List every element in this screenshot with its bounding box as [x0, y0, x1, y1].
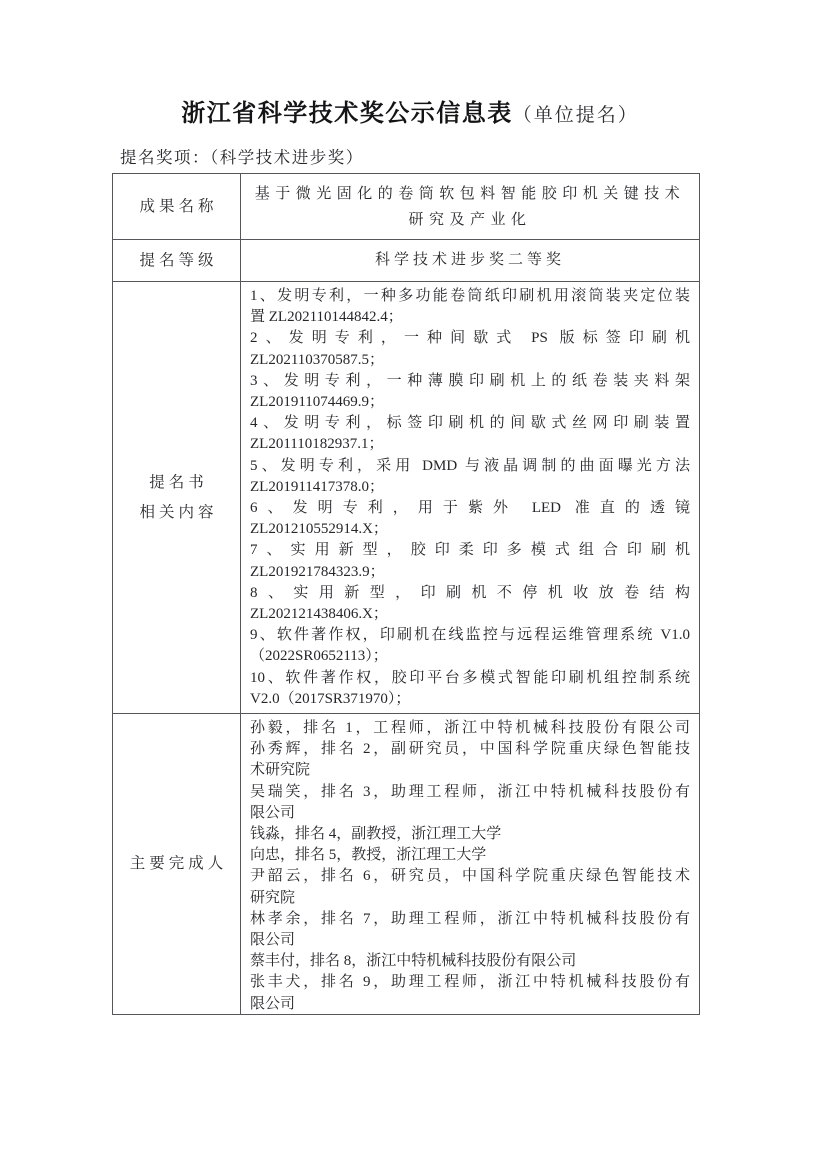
completer-line: 林孝余，排名 7，助理工程师，浙江中特机械科技股份有: [250, 910, 690, 927]
award-grade-label: 提名等级: [139, 251, 218, 269]
nomination-label-cell: [113, 282, 241, 713]
nomination-content-line: 4、发明专利，标签印刷机的间歇式丝网印刷装置: [250, 415, 690, 432]
result-name-line: 研究及产业化: [408, 211, 532, 228]
award-grade-label-cell: [113, 240, 241, 281]
completer-line: 尹韶云，排名 6，研究员，中国科学院重庆绿色智能技术: [250, 868, 690, 885]
completer-line: 研究院: [250, 889, 296, 906]
completer-line: 钱淼，排名 4，副教授，浙江理工大学: [250, 826, 502, 843]
completer-line: 蔡丰付，排名 8，浙江中特机械科技股份有限公司: [250, 953, 577, 970]
completer-line: 限公司: [250, 995, 296, 1012]
nomination-content-line: ZL201110182937.1；: [250, 436, 384, 453]
nomination-content-line: ZL201911417378.0；: [250, 478, 385, 495]
completer-line: 孙毅，排名 1，工程师，浙江中特机械科技股份有限公司: [250, 720, 690, 736]
result-name-value-cell: [241, 174, 699, 239]
nomination-content-line: ZL201911074469.9；: [250, 394, 385, 411]
nomination-content-line: 2、发明专利，一种间歇式 PS 版标签印刷机: [250, 330, 690, 347]
document-title-qualifier: （单位提名）: [512, 105, 639, 126]
award-category-line: 提名奖项：（科学技术进步奖）: [120, 148, 364, 167]
completer-line: 张丰犬，排名 9，助理工程师，浙江中特机械科技股份有: [250, 974, 690, 991]
nomination-content-line: 3、发明专利，一种薄膜印刷机上的纸卷装夹料架: [250, 372, 690, 389]
completer-line: 限公司: [250, 804, 296, 821]
nomination-content-line: 8、实用新型，印刷机不停机收放卷结构: [250, 584, 690, 601]
nomination-content-line: 1、发明专利，一种多功能卷筒纸印刷机用滚筒装夹定位装: [250, 288, 690, 304]
page-title: [0, 93, 820, 128]
award-grade-value: 科学技术进步奖二等奖: [374, 251, 565, 268]
award-info-table: [112, 173, 700, 1015]
result-name-line: 基于微光固化的卷筒软包料智能胶印机关键技术: [254, 185, 686, 202]
nomination-content-line: （2022SR0652113）；: [250, 648, 388, 665]
nomination-label-line2: 相关内容: [139, 503, 218, 521]
completer-line: 限公司: [250, 932, 296, 949]
nomination-content-line: ZL201210552914.X；: [250, 521, 388, 538]
table-row-result-name: [113, 174, 699, 239]
nomination-content-line: 9、软件著作权，印刷机在线监控与远程运维管理系统 V1.0: [250, 627, 690, 644]
nomination-content-line: 5、发明专利，采用 DMD 与液晶调制的曲面曝光方法: [250, 457, 690, 474]
document-title: 浙江省科学技术奖公示信息表: [181, 100, 513, 127]
completer-line: 术研究院: [250, 762, 311, 779]
table-row-nomination-content: [113, 281, 699, 713]
nomination-content-line: ZL202121438406.X；: [250, 606, 388, 623]
result-name-label-cell: [113, 174, 241, 239]
nomination-content-line: 10、软件著作权，胶印平台多模式智能印刷机组控制系统: [250, 669, 690, 686]
completer-line: 孙秀辉，排名 2，副研究员，中国科学院重庆绿色智能技: [250, 741, 690, 758]
nomination-content-line: 6、发明专利，用于紫外 LED 准直的透镜: [250, 500, 690, 517]
completer-line: 向忠，排名 5，教授，浙江理工大学: [250, 847, 487, 864]
nomination-label-line1: 提名书: [149, 473, 208, 491]
nomination-content-line: 置 ZL202110144842.4；: [250, 309, 403, 326]
table-row-main-completers: [113, 713, 699, 1014]
completers-label: 主要完成人: [129, 855, 228, 872]
nomination-content-cell: [241, 282, 699, 713]
completers-content-cell: [241, 714, 699, 1014]
nomination-content-line: V2.0（2017SR371970）；: [250, 690, 411, 707]
table-row-award-grade: [113, 239, 699, 281]
nomination-content-line: ZL201921784323.9；: [250, 563, 385, 580]
award-grade-value-cell: [241, 240, 699, 281]
result-name-label: 成果名称: [139, 197, 218, 215]
completer-line: 吴瑞笑，排名 3，助理工程师，浙江中特机械科技股份有: [250, 783, 690, 800]
nomination-content-line: 7、实用新型，胶印柔印多模式组合印刷机: [250, 542, 690, 559]
nomination-content-line: ZL202110370587.5；: [250, 351, 385, 368]
completers-label-cell: [113, 714, 241, 1014]
